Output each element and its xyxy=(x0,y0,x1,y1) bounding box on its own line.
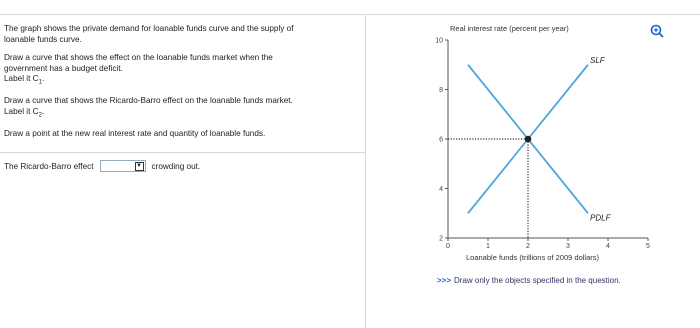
x-axis-label: Loanable funds (trillions of 2009 dollars) xyxy=(466,253,599,262)
x-tick-label: 5 xyxy=(646,243,650,250)
question-paragraph-4: Draw a point at the new real interest rate and quantity of loanable funds. xyxy=(4,128,266,138)
label-c2-instruction: Label it $C_2$. xyxy=(4,106,45,119)
label-c1-instruction: Label it $C_1$. xyxy=(4,74,45,86)
arrows-icon: >>> xyxy=(437,276,452,285)
y-tick-label: 4 xyxy=(439,186,443,193)
y-axis-label: Real interest rate (percent per year) xyxy=(450,24,569,33)
y-tick-label: 10 xyxy=(435,37,443,45)
question-paragraph-3: Draw a curve that shows the Ricardo-Barro effect on the loanable funds market. Label it $C_2$. xyxy=(4,96,356,121)
question-paragraph-1: The graph shows the private demand for loanable funds curve and the supply of loanable funds curve. xyxy=(4,24,294,44)
pdlf-label: PDLF xyxy=(590,213,611,223)
ricardo-barro-dropdown[interactable] xyxy=(100,160,146,172)
answer-prefix: The Ricardo-Barro effect xyxy=(4,161,94,171)
x-tick-label: 0 xyxy=(446,243,450,250)
chevron-down-icon[interactable]: ▼ xyxy=(136,163,142,169)
loanable-funds-graph[interactable] xyxy=(412,18,652,273)
curves[interactable] xyxy=(448,56,612,238)
x-tick-label: 2 xyxy=(526,243,530,250)
x-tick-label: 1 xyxy=(486,243,490,250)
x-tick-label: 4 xyxy=(606,243,610,250)
instruction-text: Draw only the objects specified in the question. xyxy=(454,276,621,285)
y-tick-label: 6 xyxy=(439,136,443,144)
question-panel xyxy=(4,24,356,147)
panel-divider xyxy=(365,15,366,328)
y-tick-label: 2 xyxy=(439,235,443,243)
graph-svg[interactable] xyxy=(412,18,652,268)
instruction-note xyxy=(437,276,621,285)
equilibrium-point[interactable] xyxy=(525,136,532,143)
top-border xyxy=(0,14,700,15)
tick-labels xyxy=(435,38,650,251)
answer-row xyxy=(4,160,200,172)
y-tick-label: 8 xyxy=(439,87,443,94)
answer-suffix: crowding out. xyxy=(151,161,201,171)
question-paragraph-2: Draw a curve that shows the effect on the loanable funds market when the government has a budget deficit. Label it $C_1$. xyxy=(4,53,356,88)
slf-label: SLF xyxy=(590,55,605,65)
zoom-in-icon[interactable] xyxy=(650,24,664,38)
section-separator xyxy=(0,152,365,153)
x-tick-label: 3 xyxy=(566,243,570,250)
